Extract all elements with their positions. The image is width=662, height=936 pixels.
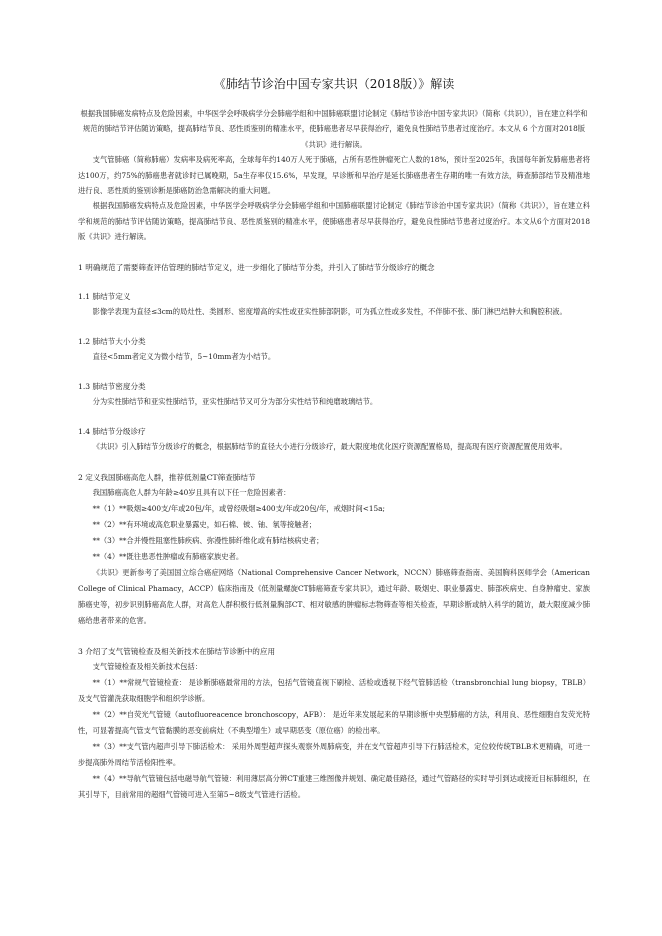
section-1-4-text: 《共识》引入肺结节分级诊疗的概念，根据肺结节的直径大小进行分级诊疗，最大限度地优化医疗资源配置格局，提高现有医疗资源配置使用效率。: [92, 441, 567, 451]
section-1-2-text: 直径<5mm者定义为微小结节，5~10mm者为小结节。: [92, 351, 276, 361]
section-2-item-1: **（1）**吸烟≥400支/年或20包/年，或曾经吸烟≥400支/年或20包/年，戒烟时间<15a;: [92, 503, 385, 513]
section-3-heading: 3 介绍了支气管镜检查及相关新技术在肺结节诊断中的应用: [78, 646, 276, 656]
section-1-1-text: 影像学表现为直径≤3cm的局灶性、类圆形、密度增高的实性或亚实性肺部阴影，可为孤立性或多发性，不伴肺不张、肺门淋巴结肿大和胸腔积液。: [92, 306, 567, 316]
section-3: [78, 644, 590, 803]
section-3-item-4: **（4）**导航气管镜包括电磁导航气管镜：利用薄层高分辨CT重建三维图像并规划、确定最佳路径，通过气管路径的实时导引到达或接近目标肺组织，在其引导下，目前常用的超细气管镜可进入至第5~8级支气管进行活检。: [78, 773, 590, 799]
intro-section: [78, 106, 590, 245]
intro-paragraph-3: 根据我国肺癌发病特点及危险因素，中华医学会呼吸病学分会肺癌学组和中国肺癌联盟讨论制定《肺结节诊治中国专家共识》（简称《共识》），旨在建立科学和规范的肺结节评估随访策略，提高肺结节良、恶性质鉴别的精准水平，使肺癌患者尽早获得治疗，避免良性肺结节患者过度治疗。本文从6个方面对2018版《共识》进行解读。: [78, 201, 590, 242]
intro-paragraph-1: 根据我国肺癌发病特点及危险因素，中华医学会呼吸病学分会肺癌学组和中国肺癌联盟讨论制定《肺结节诊治中国专家共识》（简称《共识》），旨在建立科学和规范的肺结节评估随访策略，提高肺结节良、恶性质鉴别的精准水平，使肺癌患者尽早获得治疗，避免良性肺结节患者过度治疗。本文从 6 个方面对2018版《共识》进行解读。: [80, 109, 588, 149]
section-2: [78, 470, 590, 629]
section-3-item-1: **（1）**常规气管镜检查： 是诊断肺癌最常用的方法，包括气管镜直视下刷检、活检或透视下经气管肺活检（transbronchial lung biopsy，TBLB）及支气管灌洗获取细胞学和组织学诊断。: [78, 677, 590, 703]
section-2-lead: 我国肺癌高危人群为年龄≥40岁且具有以下任一危险因素者：: [92, 487, 291, 497]
section-1-heading: 1 明确规范了需要筛查评估管理的肺结节定义，进一步细化了肺结节分类，并引入了肺结节分级诊疗的概念: [78, 262, 435, 272]
section-2-heading: 2 定义我国肺癌高危人群，推荐低剂量CT筛查肺结节: [78, 472, 256, 482]
section-1-3-heading: 1.3 肺结节密度分类: [78, 381, 146, 391]
section-2-item-2: **（2）**有环境或高危职业暴露史，如石棉、铍、铀、氡等接触者；: [92, 519, 317, 529]
section-1-4-heading: 1.4 肺结节分级诊疗: [78, 426, 146, 436]
section-3-item-3: **（3）**支气管内超声引导下肺活检术： 采用外周型超声探头观察外周肺病变，并在支气管超声引导下行肺活检术，定位较传统TBLB术更精确，可进一步提高肺外周结节活检阳性率。: [78, 741, 590, 767]
section-1-2-heading: 1.2 肺结节大小分类: [78, 336, 146, 346]
section-1: [78, 260, 590, 455]
document-title: 《肺结节诊治中国专家共识（2018版）》解读: [213, 77, 455, 91]
section-3-item-2: **（2）**自荧光气管镜（autofluoreacence bronchoscopy，AFB）： 是近年来发展起来的早期诊断中央型肺癌的方法，利用良、恶性细胞自发荧光特性，可显著提高气管支气管黏膜的恶变前病灶（不典型增生）或早期恶变（原位癌）的检出率。: [78, 709, 590, 735]
intro-paragraph-2: 支气管肺癌（简称肺癌）发病率及病死率高，全球每年约140万人死于肺癌，占所有恶性肿瘤死亡人数的18%，预计至2025年，我国每年新发肺癌患者将达100万，约75%的肺癌患者就诊时已属晚期，5a生存率仅15.6%，早发现，早诊断和早治疗是延长肺癌患者生存期的唯一有效方法，筛查肺部结节及精准地进行良、恶性质的鉴别诊断是肺癌防治急需解决的重大问题。: [78, 155, 590, 196]
section-2-item-4: **（4）**既往患恶性肿瘤或有肺癌家族史者。: [92, 551, 244, 561]
section-2-item-3: **（3）**合并慢性阻塞性肺疾病、弥漫性肺纤维化或有肺结核病史者；: [92, 535, 324, 545]
section-1-3-text: 分为实性肺结节和亚实性肺结节，亚实性肺结节又可分为部分实性结节和纯磨玻璃结节。: [92, 396, 378, 406]
section-2-closing: 《共识》更新参考了美国国立综合癌症网络（National Comprehensive Cancer Network，NCCN）肺癌筛查指南、美国胸科医师学会（American College of Clinical Phamacy，ACCP）临床指南及《低剂量螺旋CT肺癌筛查专家共识》，通过年龄、吸烟史、职业暴露史、肺部疾病史、自身肿瘤史、家族肺癌史等，初步识别肺癌高危人群，对高危人群积极行低剂量胸部CT、相对敏感的肿瘤标志物筛查等相关检查，早期诊断或纳入科学的随访，最大限度减少肺癌给患者带来的危害。: [78, 567, 590, 625]
section-3-lead: 支气管镜检查及相关新技术包括：: [92, 661, 203, 671]
section-1-1-heading: 1.1 肺结节定义: [78, 291, 131, 301]
